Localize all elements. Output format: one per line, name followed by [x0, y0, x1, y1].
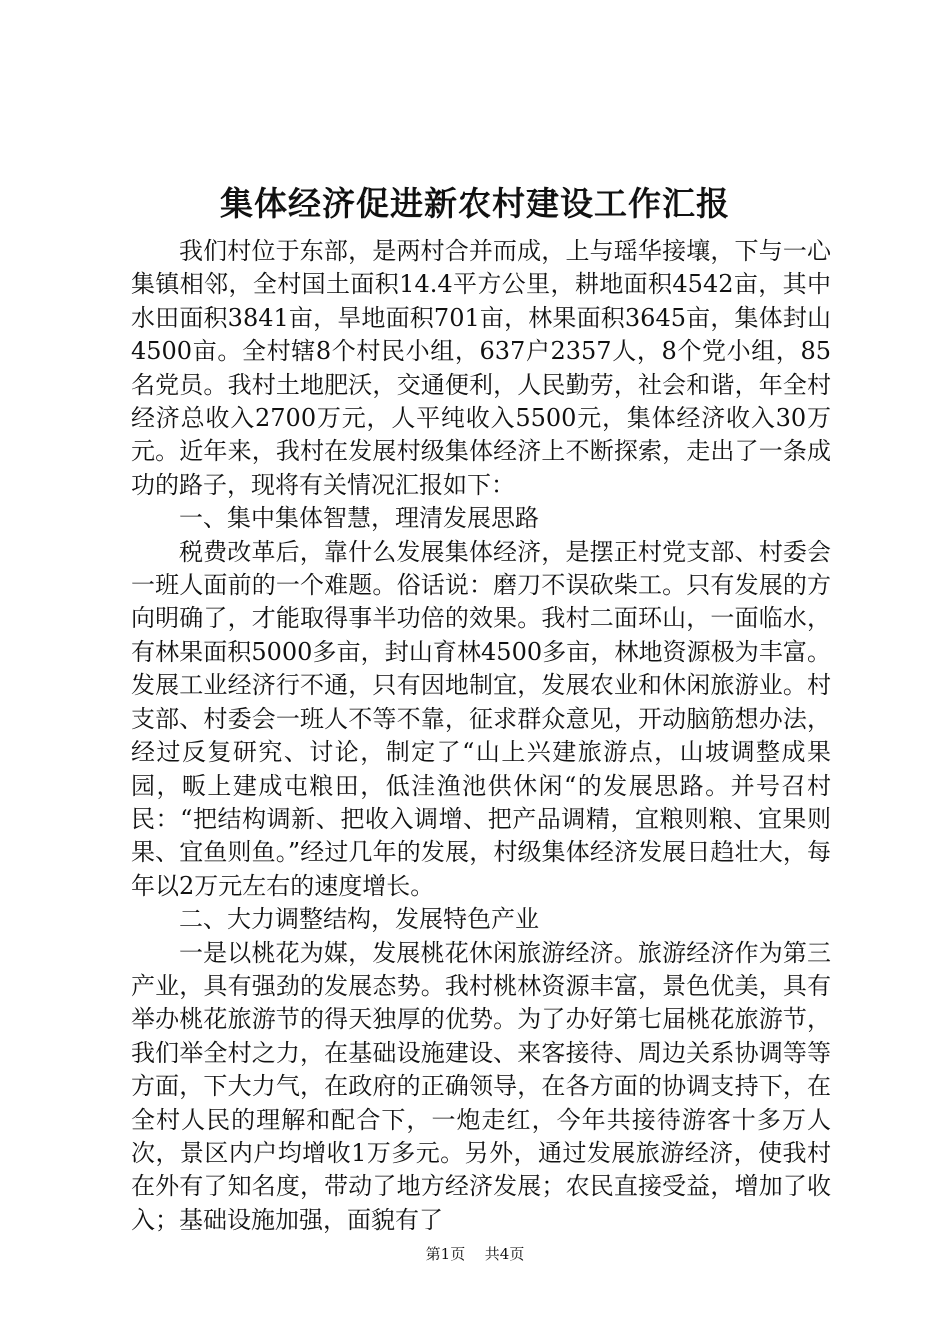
page-footer	[0, 1243, 950, 1265]
section-heading-1: 一、集中集体智慧，理清发展思路	[179, 504, 539, 533]
page-number: 第1页	[425, 1245, 466, 1263]
section-1-paragraph: 税费改革后，靠什么发展集体经济，是摆正村党支部、村委会一班人面前的一个难题。俗话说：磨刀不误砍柴工。只有发展的方向明确了，才能取得事半功倍的效果。我村二面环山，一面临水，有林果面积5000多亩，封山育林4500多亩，林地资源极为丰富。发展工业经济行不通，只有因地制宜，发展农业和休闲旅游业。村支部、村委会一班人不等不靠，征求群众意见，开动脑筋想办法，经过反复研究、讨论，制定了“山上兴建旅游点，山坡调整成果园，畈上建成屯粮田，低洼渔池供休闲“的发展思路。并号召村民：“把结构调新、把收入调增、把产品调精，宜粮则粮、宜果则果、宜鱼则鱼。”经过几年的发展，村级集体经济发展日趋壮大，每年以2万元左右的速度增长。	[131, 537, 831, 900]
document-title: 集体经济促进新农村建设工作汇报	[220, 184, 730, 223]
section-2-paragraph: 一是以桃花为媒，发展桃花休闲旅游经济。旅游经济作为第三产业，具有强劲的发展态势。我村桃林资源丰富，景色优美，具有举办桃花旅游节的得天独厚的优势。为了办好第七届桃花旅游节，我们举全村之力，在基础设施建设、来客接待、周边关系协调等等方面，下大力气，在政府的正确领导，在各方面的协调支持下，在全村人民的理解和配合下，一炮走红，今年共接待游客十多万人次，景区内户均增收1万多元。另外，通过发展旅游经济，使我村在外有了知名度，带动了地方经济发展；农民直接受益，增加了收入；基础设施加强，面貌有了	[131, 938, 831, 1234]
document-body	[131, 235, 831, 1237]
section-heading-2: 二、大力调整结构，发展特色产业	[179, 905, 539, 934]
page-total: 共4页	[484, 1245, 525, 1263]
intro-paragraph: 我们村位于东部，是两村合并而成，上与瑶华接壤，下与一心集镇相邻，全村国土面积14.4平方公里，耕地面积4542亩，其中水田面积3841亩，旱地面积701亩，林果面积3645亩，集体封山4500亩。全村辖8个村民小组，637户2357人，8个党小组，85名党员。我村土地肥沃，交通便利，人民勤劳，社会和谐，年全村经济总收入2700万元，人平纯收入5500元，集体经济收入30万元。近年来，我村在发展村级集体经济上不断探索，走出了一条成功的路子，现将有关情况汇报如下：	[131, 237, 831, 499]
